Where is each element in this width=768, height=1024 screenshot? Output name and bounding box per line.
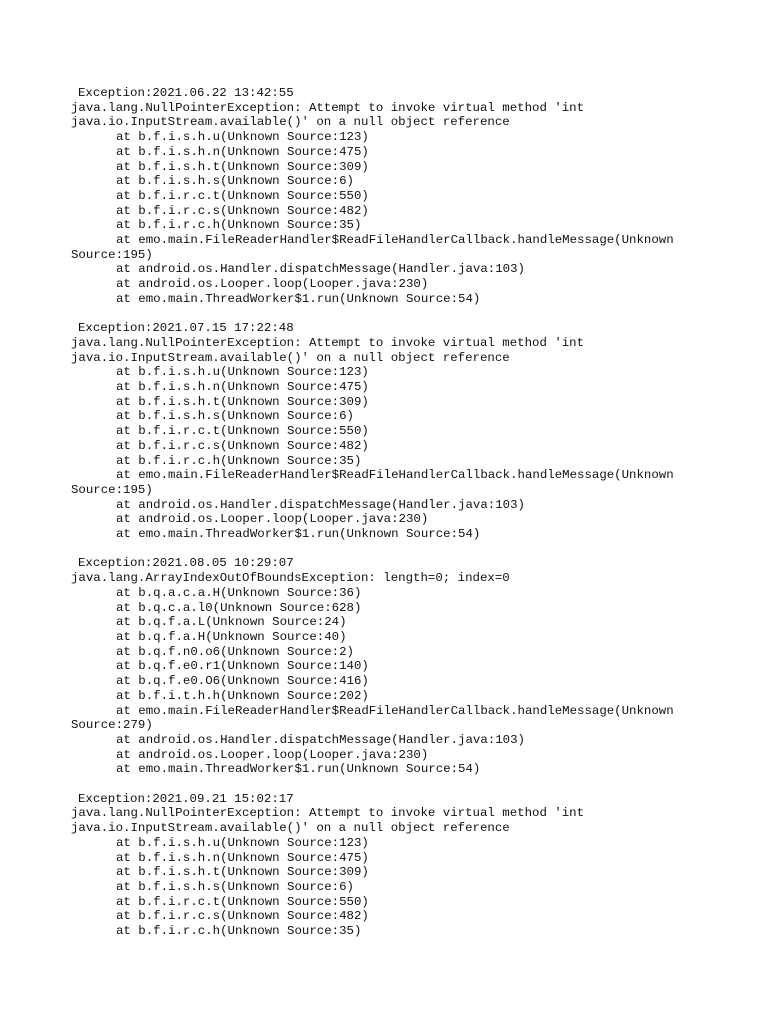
- stack-frame: at android.os.Looper.loop(Looper.java:230): [116, 277, 429, 292]
- stack-frame: at b.q.f.e0.O6(Unknown Source:416): [116, 674, 369, 689]
- stack-frame-continuation: Source:195): [71, 247, 153, 262]
- stack-frame: at b.f.i.s.h.t(Unknown Source:309): [116, 865, 369, 880]
- stack-frame: at b.f.i.r.c.h(Unknown Source:35): [116, 218, 362, 233]
- stack-frame: at b.f.i.s.h.u(Unknown Source:123): [116, 835, 369, 850]
- stack-frame: at b.f.i.r.c.t(Unknown Source:550): [116, 894, 369, 909]
- stack-frame: at b.f.i.s.h.n(Unknown Source:475): [116, 850, 369, 865]
- stack-frame: at b.f.i.s.h.s(Unknown Source:6): [116, 409, 354, 424]
- stack-frame: at b.f.i.r.c.t(Unknown Source:550): [116, 424, 369, 439]
- stack-frame: at b.f.i.r.c.h(Unknown Source:35): [116, 924, 362, 939]
- exception-entry: [71, 556, 761, 777]
- stack-frame: at b.f.i.r.c.s(Unknown Source:482): [116, 909, 369, 924]
- stack-frame: at emo.main.FileReaderHandler$ReadFileHandlerCallback.handleMessage(Unknown: [116, 468, 674, 483]
- stack-frame: at b.q.f.e0.r1(Unknown Source:140): [116, 659, 369, 674]
- exception-timestamp: Exception:2021.08.05 10:29:07: [78, 556, 294, 571]
- stack-frame: at emo.main.FileReaderHandler$ReadFileHandlerCallback.handleMessage(Unknown: [116, 703, 674, 718]
- exception-entry: [71, 792, 761, 939]
- stack-frame: at b.f.i.s.h.t(Unknown Source:309): [116, 159, 369, 174]
- stack-frame: at b.f.i.s.h.u(Unknown Source:123): [116, 365, 369, 380]
- stack-frame: at b.q.a.c.a.H(Unknown Source:36): [116, 585, 362, 600]
- stack-frame: at b.f.i.r.c.s(Unknown Source:482): [116, 203, 369, 218]
- stack-frame: at b.f.i.r.c.t(Unknown Source:550): [116, 188, 369, 203]
- exception-message-line: java.lang.NullPointerException: Attempt to invoke virtual method 'int: [71, 806, 585, 821]
- stack-frame: at b.q.f.a.L(Unknown Source:24): [116, 615, 347, 630]
- stack-frame: at b.f.i.s.h.u(Unknown Source:123): [116, 130, 369, 145]
- exception-timestamp: Exception:2021.06.22 13:42:55: [78, 86, 294, 100]
- exception-timestamp: Exception:2021.09.21 15:02:17: [78, 791, 294, 806]
- stack-frame: at b.f.i.s.h.s(Unknown Source:6): [116, 174, 354, 189]
- exception-timestamp: Exception:2021.07.15 17:22:48: [78, 321, 294, 336]
- stack-frame-continuation: Source:195): [71, 482, 153, 497]
- stack-frame-continuation: Source:279): [71, 718, 153, 733]
- stack-frame: at b.f.i.s.h.n(Unknown Source:475): [116, 144, 369, 159]
- stack-frame: at b.q.c.a.l0(Unknown Source:628): [116, 600, 362, 615]
- stack-frame: at b.f.i.s.h.s(Unknown Source:6): [116, 879, 354, 894]
- exception-message-line: java.lang.ArrayIndexOutOfBoundsException: length=0; index=0: [71, 571, 510, 586]
- stack-frame: at emo.main.ThreadWorker$1.run(Unknown Source:54): [116, 762, 481, 777]
- stack-frame: at emo.main.FileReaderHandler$ReadFileHandlerCallback.handleMessage(Unknown: [116, 233, 674, 248]
- stack-frame: at b.f.i.r.c.s(Unknown Source:482): [116, 438, 369, 453]
- stack-frame: at b.q.f.n0.o6(Unknown Source:2): [116, 644, 354, 659]
- exception-message-line: java.io.InputStream.available()' on a null object reference: [71, 350, 510, 365]
- exception-entry: [71, 86, 761, 307]
- exception-message-line: java.lang.NullPointerException: Attempt to invoke virtual method 'int: [71, 100, 585, 115]
- exception-message-line: java.io.InputStream.available()' on a null object reference: [71, 115, 510, 130]
- stack-frame: at android.os.Looper.loop(Looper.java:230): [116, 512, 429, 527]
- stack-frame: at b.f.i.t.h.h(Unknown Source:202): [116, 688, 369, 703]
- exception-log: [71, 86, 761, 953]
- exception-message-line: java.lang.NullPointerException: Attempt to invoke virtual method 'int: [71, 335, 585, 350]
- exception-entry: [71, 321, 761, 542]
- stack-frame: at android.os.Looper.loop(Looper.java:230): [116, 747, 429, 762]
- stack-frame: at emo.main.ThreadWorker$1.run(Unknown Source:54): [116, 291, 481, 306]
- stack-frame: at b.f.i.s.h.n(Unknown Source:475): [116, 380, 369, 395]
- stack-frame: at b.q.f.a.H(Unknown Source:40): [116, 629, 347, 644]
- stack-frame: at android.os.Handler.dispatchMessage(Handler.java:103): [116, 497, 525, 512]
- stack-frame: at emo.main.ThreadWorker$1.run(Unknown Source:54): [116, 527, 481, 542]
- stack-frame: at android.os.Handler.dispatchMessage(Handler.java:103): [116, 732, 525, 747]
- stack-frame: at android.os.Handler.dispatchMessage(Handler.java:103): [116, 262, 525, 277]
- stack-frame: at b.f.i.r.c.h(Unknown Source:35): [116, 453, 362, 468]
- exception-message-line: java.io.InputStream.available()' on a null object reference: [71, 821, 510, 836]
- stack-frame: at b.f.i.s.h.t(Unknown Source:309): [116, 394, 369, 409]
